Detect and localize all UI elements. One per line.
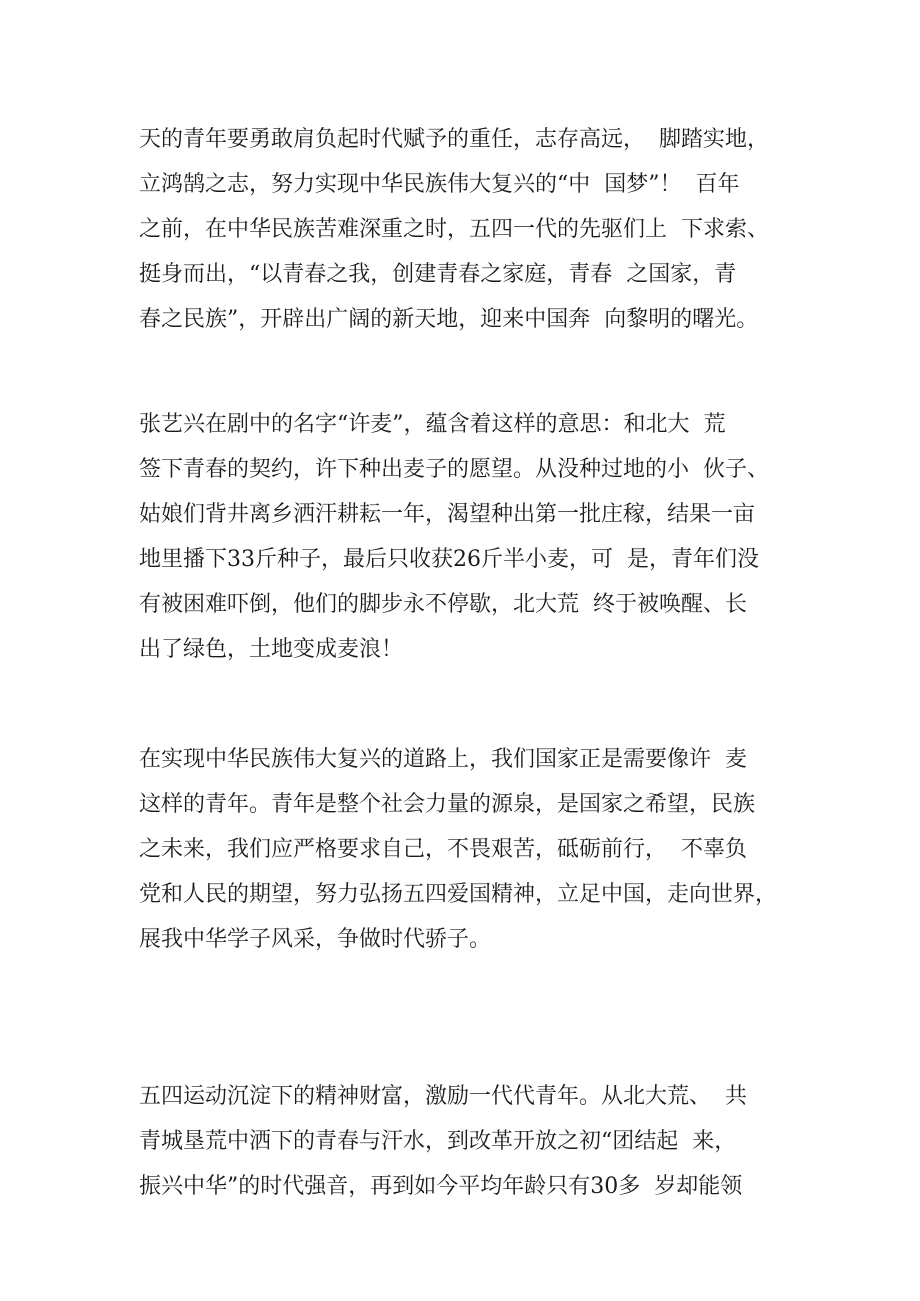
text-line: 党和人民的期望，努力弘扬五四爱国精神，立足中国，走向世界， (139, 882, 778, 907)
text-line: 天的青年要勇敢肩负起时代赋予的重任，志存高远， 脚踏实地， (139, 127, 769, 152)
text-line: 有被困难吓倒，他们的脚步永不停歇，北大荒 终于被唤醒、长 (139, 592, 747, 617)
text-line: 张艺兴在剧中的名字“许麦”，蕴含着这样的意思：和北大 荒 (139, 412, 726, 437)
text-line: 振兴中华”的时代强音，再到如今平均年龄只有30多 岁却能领 (139, 1174, 743, 1199)
text-line: 出了绿色，土地变成麦浪！ (139, 637, 404, 662)
text-line: 春之民族”，开辟出广阔的新天地，迎来中国奔 向黎明的曙光。 (139, 307, 759, 332)
paragraph-1 (139, 117, 799, 342)
text-line: 姑娘们背井离乡洒汗耕耘一年，渴望种出第一批庄稼，结果一亩 (139, 502, 756, 527)
text-line: 挺身而出，“以青春之我，创建青春之家庭，青春 之国家，青 (139, 262, 737, 287)
paragraph-2 (139, 402, 799, 672)
text-line: 地里播下33斤种子，最后只收获26斤半小麦，可 是，青年们没 (139, 547, 759, 572)
text-line: 立鸿鹄之志，努力实现中华民族伟大复兴的“中 国梦”！ 百年 (139, 172, 740, 197)
text-line: 这样的青年。青年是整个社会力量的源泉，是国家之希望，民族 (139, 792, 756, 817)
text-line: 青城垦荒中洒下的青春与汗水，到改革开放之初“团结起 来， (139, 1129, 737, 1154)
text-line: 之未来，我们应严格要求自己，不畏艰苦，砥砺前行， 不辜负 (139, 837, 747, 862)
paragraph-3 (139, 737, 799, 962)
text-line: 签下青春的契约，许下种出麦子的愿望。从没种过地的小 伙子、 (139, 457, 769, 482)
text-line: 展我中华学子风采，争做时代骄子。 (139, 927, 492, 952)
text-line: 在实现中华民族伟大复兴的道路上，我们国家正是需要像许 麦 (139, 747, 747, 772)
text-line: 五四运动沉淀下的精神财富，激励一代代青年。从北大荒、 共 (139, 1084, 747, 1109)
text-line: 之前，在中华民族苦难深重之时，五四一代的先驱们上 下求索、 (139, 217, 769, 242)
paragraph-4 (139, 1074, 799, 1209)
